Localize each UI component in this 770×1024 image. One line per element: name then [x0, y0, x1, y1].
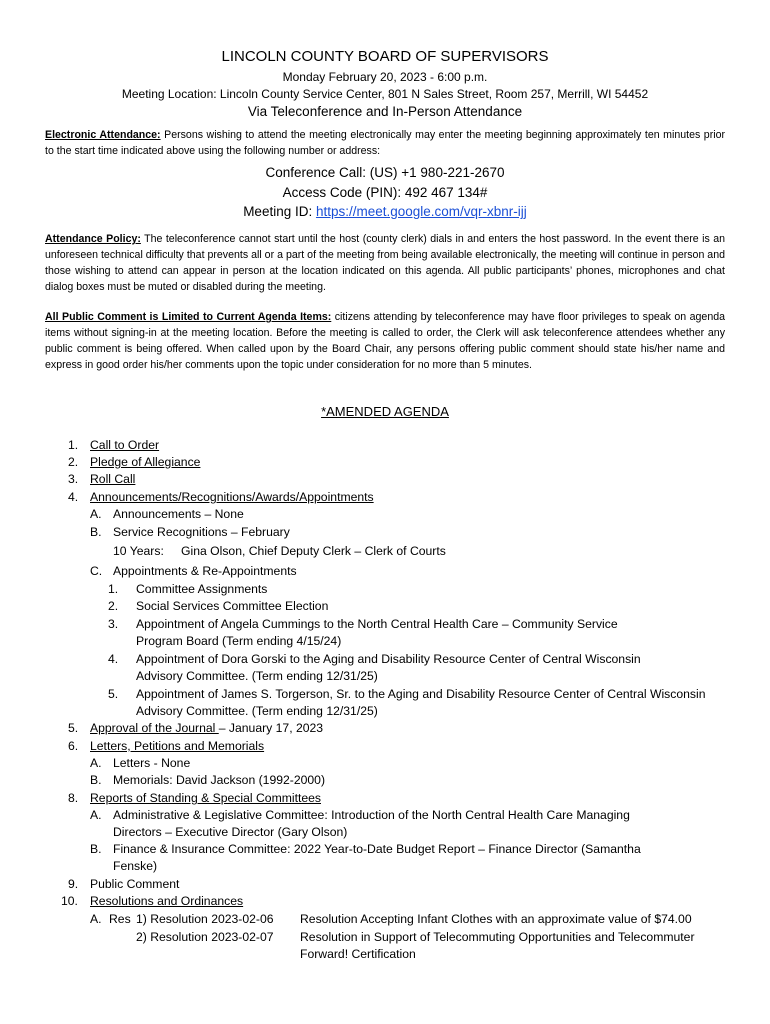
subitem-res-label: Res [109, 912, 131, 926]
recognition-person: Gina Olson, Chief Deputy Clerk – Clerk of Courts [181, 544, 446, 558]
meeting-date: Monday February 20, 2023 - 6:00 p.m. [282, 70, 488, 84]
agenda-item-call-to-order: Call to Order [90, 438, 160, 452]
subitem-letters-none: Letters - None [113, 756, 191, 770]
subitem-letter: A. [90, 808, 102, 822]
appointment-number: 4. [108, 652, 119, 666]
subitem-admin-committee-cont: Directors – Executive Director (Gary Olson) [113, 825, 348, 839]
subitem-announcements: Announcements – None [113, 507, 244, 521]
item-number: 8. [68, 791, 79, 805]
subitem-memorials: Memorials: David Jackson (1992-2000) [113, 773, 326, 787]
attendance-policy-text: The teleconference cannot start until the host (county clerk) dials in and enters the host password. In the event there is an unforeseen technical difficulty that prevents all or a part of the meeting from being available electronically, the meeting will continue in person and those wishing to attend can appear in person at the location indicated on this agenda. All public participants’ phones, microphones and chat dialog boxes must be muted or disabled during the meeting. [45, 233, 725, 293]
attendance-policy-label: Attendance Policy: [45, 233, 141, 245]
agenda-item-announcements: Announcements/Recognitions/Awards/Appointments [90, 490, 374, 504]
meeting-id-label: Meeting ID: [243, 204, 316, 219]
subitem-letter: A. [90, 507, 102, 521]
item-number: 3. [68, 472, 79, 486]
appointment-item: Committee Assignments [136, 582, 268, 596]
attendance-policy-paragraph [45, 231, 725, 295]
subitem-finance-committee-cont: Fenske) [113, 859, 158, 873]
resolution-number: 2) Resolution 2023-02-07 [136, 930, 274, 944]
appointment-number: 1. [108, 582, 119, 596]
subitem-service-recognitions: Service Recognitions – February [113, 525, 290, 539]
journal-date: – January 17, 2023 [218, 721, 324, 735]
appointment-number: 3. [108, 617, 119, 631]
meeting-link[interactable]: https://meet.google.com/vqr-xbnr-ijj [315, 204, 527, 219]
public-comment-label: All Public Comment is Limited to Current Agenda Items: [45, 311, 332, 323]
agenda-item-reports: Reports of Standing & Special Committees [90, 791, 321, 805]
item-number: 5. [68, 721, 79, 735]
item-number: 4. [68, 490, 79, 504]
appointment-number: 2. [108, 599, 119, 613]
appointment-item-cont: Advisory Committee. (Term ending 12/31/25) [136, 704, 378, 718]
subitem-appointments: Appointments & Re-Appointments [113, 564, 297, 578]
resolution-number: 1) Resolution 2023-02-06 [136, 912, 274, 926]
electronic-attendance-paragraph [45, 127, 725, 159]
subitem-letter: B. [90, 773, 102, 787]
agenda-item-roll-call: Roll Call [90, 472, 136, 486]
public-comment-text: citizens attending by teleconference may have floor privileges to speak on agenda items without signing-in at the meeting location. Before the meeting is called to order, the Clerk will ask teleconference attendees whether any public comment is being offered. When called upon by the Board Chair, any persons offering public comment should state his/her name and express in good order his/her comments upon the topic under consideration for no more than 5 minutes. [45, 311, 725, 371]
subitem-letter: B. [90, 842, 102, 856]
subitem-admin-committee: Administrative & Legislative Committee: Introduction of the North Central Health Care Managing [113, 808, 630, 822]
item-number: 10. [61, 894, 78, 908]
page-title: LINCOLN COUNTY BOARD OF SUPERVISORS [221, 48, 549, 65]
appointment-item-cont: Advisory Committee. (Term ending 12/31/25) [136, 669, 378, 683]
subitem-finance-committee: Finance & Insurance Committee: 2022 Year-to-Date Budget Report – Finance Director (Samantha [113, 842, 641, 856]
public-comment-paragraph [45, 309, 725, 373]
item-number: 2. [68, 455, 79, 469]
item-number: 6. [68, 739, 79, 753]
appointment-item-cont: Program Board (Term ending 4/15/24) [136, 634, 342, 648]
subitem-letter: C. [90, 564, 103, 578]
recognition-years: 10 Years: [113, 544, 164, 558]
journal-label: Approval of the Journal [90, 721, 219, 735]
appointment-item: Appointment of Angela Cummings to the North Central Health Care – Community Service [136, 617, 618, 631]
item-number: 9. [68, 877, 79, 891]
resolution-description: Resolution Accepting Infant Clothes with an approximate value of $74.00 [300, 912, 692, 926]
meeting-location: Meeting Location: Lincoln County Service Center, 801 N Sales Street, Room 257, Merrill, WI 54452 [121, 87, 649, 101]
agenda-title: *AMENDED AGENDA [321, 404, 449, 419]
agenda-item-journal [90, 720, 323, 736]
agenda-item-public-comment: Public Comment [90, 877, 180, 891]
agenda-item-resolutions: Resolutions and Ordinances [90, 894, 244, 908]
meeting-mode: Via Teleconference and In-Person Attendance [247, 104, 523, 119]
resolution-description: Resolution in Support of Telecommuting Opportunities and Telecommuter [300, 930, 695, 944]
subitem-letter: A. [90, 912, 102, 926]
meeting-id [0, 204, 770, 219]
conference-call: Conference Call: (US) +1 980-221-2670 [265, 165, 505, 180]
agenda-item-pledge: Pledge of Allegiance [90, 455, 201, 469]
electronic-attendance-label: Electronic Attendance: [45, 129, 161, 141]
appointment-number: 5. [108, 687, 119, 701]
appointment-item: Appointment of Dora Gorski to the Aging and Disability Resource Center of Central Wisconsin [136, 652, 641, 666]
agenda-item-letters: Letters, Petitions and Memorials [90, 739, 265, 753]
access-code: Access Code (PIN): 492 467 134# [282, 185, 488, 200]
appointment-item: Appointment of James S. Torgerson, Sr. to the Aging and Disability Resource Center of Central Wisconsin [136, 687, 706, 701]
electronic-attendance-text: Persons wishing to attend the meeting electronically may enter the meeting beginning approximately ten minutes prior to the start time indicated above using the following number or address: [45, 129, 725, 157]
subitem-letter: B. [90, 525, 102, 539]
item-number: 1. [68, 438, 79, 452]
resolution-description-cont: Forward! Certification [300, 947, 416, 961]
appointment-item: Social Services Committee Election [136, 599, 329, 613]
subitem-letter: A. [90, 756, 102, 770]
